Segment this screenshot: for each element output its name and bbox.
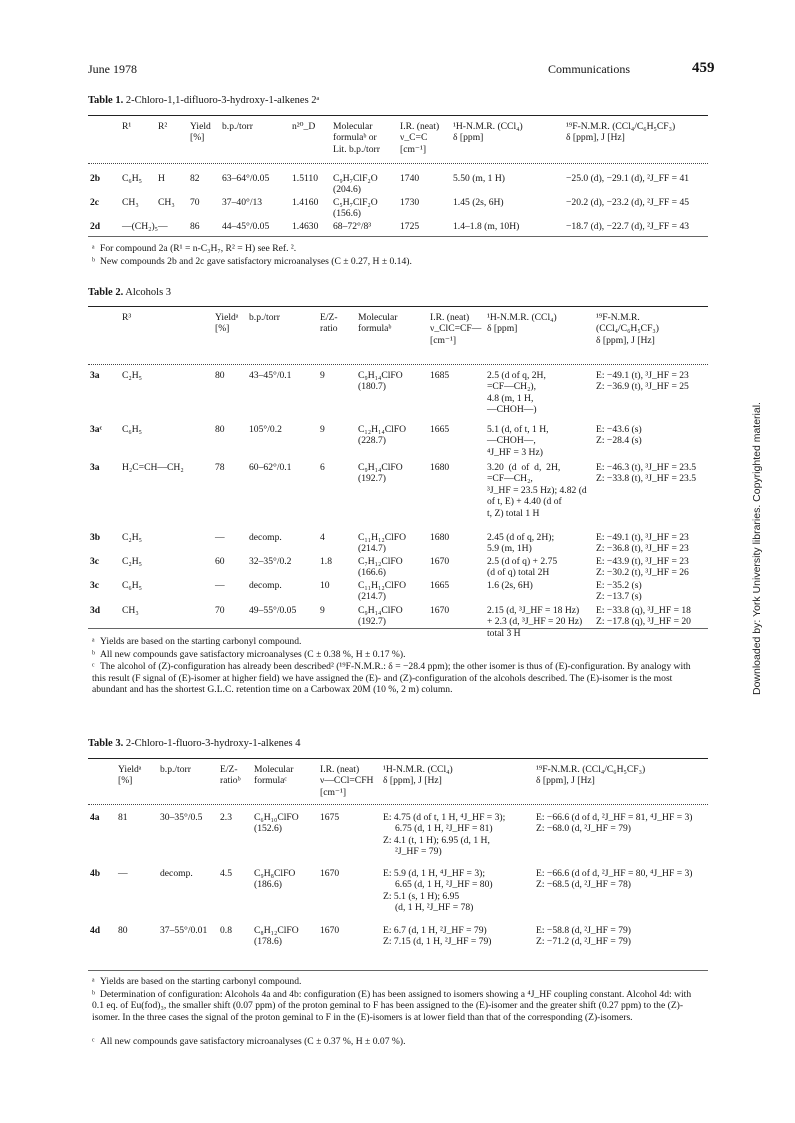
table2-cell-no: 3c <box>90 556 100 567</box>
table1-cell-fnmr: −25.0 (d), −29.1 (d), ²J_FF = 41 <box>566 173 690 184</box>
table1-cell-ir: 1730 <box>400 197 420 208</box>
table1-cell-formula: C₉H₇ClF₂O (204.6) <box>333 173 378 196</box>
table3-header-bp: b.p./torr <box>160 764 191 775</box>
table3-cell-ez: 4.5 <box>220 868 232 879</box>
table3-footnote-mark: ᵇ <box>92 988 95 1000</box>
table2-cell-r3: CH₃ <box>122 605 139 616</box>
table2-footnote <box>92 649 702 661</box>
table3-top-rule <box>88 758 708 759</box>
table2-cell-ez: 1.8 <box>320 556 332 567</box>
table3-footnote <box>92 976 702 988</box>
table1-cell-r2: CH₃ <box>158 197 175 208</box>
table2-cell-hnmr: 5.1 (d, of t, 1 H, —CHOH—, ⁴J_HF = 3 Hz) <box>487 424 549 458</box>
table2-cell-ir: 1670 <box>430 556 450 567</box>
table2-cell-ez: 9 <box>320 424 325 435</box>
table2-cell-ir: 1685 <box>430 370 450 381</box>
table3-cell-formula: C₆H₁₀ClFO (152.6) <box>254 812 299 835</box>
table1-cell-yield: 70 <box>190 197 200 208</box>
table2-cell-bp: 105°/0.2 <box>249 424 282 435</box>
table1-cell-fnmr: −18.7 (d), −22.7 (d), ²J_FF = 43 <box>566 221 690 232</box>
table1-cell-fnmr: −20.2 (d), −23.2 (d), ²J_FF = 45 <box>566 197 690 208</box>
table2-cell-bp: 49–55°/0.05 <box>249 605 297 616</box>
table1-cell-nd: 1.4160 <box>292 197 319 208</box>
table3-cell-hnmr: E: 5.9 (d, 1 H, ⁴J_HF = 3); 6.65 (d, 1 H, ²J_HF = 80) Z: 5.1 (s, 1 H); 6.95 (d, 1 H, ²J_HF = 78) <box>383 868 493 914</box>
table1-header-nd: n²⁰_D <box>292 121 316 132</box>
table3-footnote-text: Yields are based on the starting carbonyl compound. <box>100 976 302 987</box>
table1-header-r1: R¹ <box>122 121 132 132</box>
table2-cell-ez: 9 <box>320 605 325 616</box>
table2-cell-r3: C₂H₅ <box>122 370 143 381</box>
table3-cell-no: 4d <box>90 925 101 936</box>
table1-caption <box>88 95 319 106</box>
table2-header-r3: R³ <box>122 312 132 323</box>
table3-cell-hnmr: E: 6.7 (d, 1 H, ²J_HF = 79) Z: 7.15 (d, 1 H, ²J_HF = 79) <box>383 925 492 948</box>
table2-cell-no: 3a <box>90 370 100 381</box>
table2-cell-fnmr: E: −46.3 (t), ³J_HF = 23.5 Z: −33.8 (t), ³J_HF = 23.5 <box>596 462 697 485</box>
table2-cell-r3: C₂H₅ <box>122 532 143 543</box>
table1-cell-r1: CH₃ <box>122 197 139 208</box>
table3-cell-bp: decomp. <box>160 868 193 879</box>
table3-footnote-text: All new compounds gave satisfactory microanalyses (C ± 0.37 %, H ± 0.07 %). <box>100 1036 406 1047</box>
table2-cell-bp: 32–35°/0.2 <box>249 556 292 567</box>
table1-cell-ir: 1740 <box>400 173 420 184</box>
table1-header-rule <box>88 163 708 164</box>
table2-footnote-text: The alcohol of (Z)-configuration has already been described² (¹⁹F-N.M.R.: δ = −28.4 ppm); the other isomer is thus of (E)-configuration. By analogy with this result (F signal of (E)-isomer at higher field) we have assigned the (E)- and (Z)-configuration of the alcohols described. The (E)-isomer is the most abundant and has the shortest G.L.C. retention time on a Carbowax 20M (10 %, 2 m) column. <box>92 661 691 696</box>
table1-cell-formula: C₅H₇ClF₂O (156.6) <box>333 197 378 220</box>
download-notice <box>751 275 765 695</box>
table1-header-ir: I.R. (neat) ν_C=C [cm⁻¹] <box>400 121 440 155</box>
table1-header-bp: b.p./torr <box>222 121 253 132</box>
table3-cell-yield: 80 <box>118 925 128 936</box>
table2-cell-bp: decomp. <box>249 532 282 543</box>
header-page-number: 459 <box>692 60 715 76</box>
table1-cell-hnmr: 1.45 (2s, 6H) <box>453 197 504 208</box>
table2-top-rule <box>88 306 708 307</box>
table3-caption-text: 2-Chloro-1-fluoro-3-hydroxy-1-alkenes 4 <box>125 738 301 749</box>
table2-cell-fnmr: E: −35.2 (s) Z: −13.7 (s) <box>596 580 642 603</box>
table2-cell-fnmr: E: −49.1 (t), ³J_HF = 23 Z: −36.8 (t), ³J_HF = 23 <box>596 532 689 555</box>
table2-cell-yield: 80 <box>215 370 225 381</box>
table1-bottom-rule <box>88 236 708 237</box>
table1-cell-no: 2b <box>90 173 101 184</box>
table1-footnote-text: For compound 2a (R¹ = n-C₃H₇, R² = H) see Ref. ². <box>100 243 297 254</box>
table1-header-yield: Yield [%] <box>190 121 211 144</box>
table2-cell-r3: C₆H₅ <box>122 580 143 591</box>
table2-cell-r3: H₂C=CH—CH₂ <box>122 462 184 473</box>
table2-cell-yield: 78 <box>215 462 225 473</box>
table3-footnote-mark: ᵃ <box>92 976 95 987</box>
header-section: Communications <box>548 62 630 76</box>
table1-cell-r1: —(CH₂)₅— <box>122 221 168 232</box>
table1-cell-r1: C₆H₅ <box>122 173 143 184</box>
table2-cell-hnmr: 2.5 (d of q) + 2.75 (d of q) total 2H <box>487 556 558 579</box>
table1-cell-nd: 1.4630 <box>292 221 319 232</box>
table3-cell-hnmr: E: 4.75 (d of t, 1 H, ⁴J_HF = 3); 6.75 (d, 1 H, ²J_HF = 81) Z: 4.1 (t, 1 H); 6.95 (d, 1 H, ²J_HF = 79) <box>383 812 506 858</box>
table3-cell-bp: 30–35°/0.5 <box>160 812 203 823</box>
table2-cell-fnmr: E: −43.6 (s) Z: −28.4 (s) <box>596 424 642 447</box>
table2-header-fnmr: ¹⁹F-N.M.R. (CCl₄/C₆H₅CF₃) δ [ppm], J [Hz] <box>596 312 659 346</box>
table1-top-rule <box>88 115 708 116</box>
table3-bottom-rule <box>88 970 708 971</box>
table1-cell-hnmr: 5.50 (m, 1 H) <box>453 173 505 184</box>
table3-header-rule <box>88 804 708 805</box>
table3-cell-bp: 37–55°/0.01 <box>160 925 208 936</box>
table2-cell-ez: 6 <box>320 462 325 473</box>
table2-cell-ez: 9 <box>320 370 325 381</box>
table2-cell-no: 3d <box>90 605 101 616</box>
table2-cell-ez: 10 <box>320 580 330 591</box>
table2-cell-ez: 4 <box>320 532 325 543</box>
table1-cell-ir: 1725 <box>400 221 420 232</box>
table2-cell-yield: — <box>215 580 225 591</box>
table1-cell-nd: 1.5110 <box>292 173 319 184</box>
table2-cell-formula: C₉H₁₄ClFO (192.7) <box>358 462 403 485</box>
table1-cell-no: 2c <box>90 197 100 208</box>
table2-cell-formula: C₁₁H₁₂ClFO (214.7) <box>358 532 407 555</box>
table2-cell-yield: 60 <box>215 556 225 567</box>
table3-cell-ez: 0.8 <box>220 925 232 936</box>
table3-header-yield: Yieldᵃ [%] <box>118 764 142 787</box>
table3-cell-fnmr: E: −66.6 (d of d, ²J_HF = 81, ⁴J_HF = 3) Z: −68.0 (d, ²J_HF = 79) <box>536 812 693 835</box>
table2-cell-hnmr: 1.6 (2s, 6H) <box>487 580 533 591</box>
table3-cell-formula: C₈H₁₂ClFO (178.6) <box>254 925 299 948</box>
table1-footnote <box>92 256 702 268</box>
table3-caption-label: Table 3. <box>88 738 124 749</box>
table2-header-yield: Yieldᵃ [%] <box>215 312 239 335</box>
table2-footnote <box>92 636 702 648</box>
table2-header-bp: b.p./torr <box>249 312 280 323</box>
table3-cell-ir: 1670 <box>320 925 340 936</box>
table2-header-ez: E/Z- ratio <box>320 312 338 335</box>
table2-cell-bp: 43–45°/0.1 <box>249 370 292 381</box>
table3-cell-yield: — <box>118 868 128 879</box>
table2-cell-no: 3aᶜ <box>90 424 103 435</box>
table3-cell-ir: 1675 <box>320 812 340 823</box>
table2-caption-label: Table 2. <box>88 287 124 298</box>
table3-header-hnmr: ¹H-N.M.R. (CCl₄) δ [ppm], J [Hz] <box>383 764 453 787</box>
table3-header-ir: I.R. (neat) ν—CCl=CFH [cm⁻¹] <box>320 764 374 798</box>
table3-header-ez: E/Z- ratioᵇ <box>220 764 241 787</box>
table2-footnote <box>92 661 702 696</box>
table2-cell-formula: C₁₁H₁₂ClFO (214.7) <box>358 580 407 603</box>
table2-cell-ir: 1665 <box>430 580 450 591</box>
table1-footnote-mark: ᵃ <box>92 243 95 254</box>
header-date: June 1978 <box>88 62 137 76</box>
table2-cell-hnmr: 2.45 (d of q, 2H); 5.9 (m, 1H) <box>487 532 555 555</box>
table2-header-formula: Molecular formulaᵇ <box>358 312 398 335</box>
table2-cell-no: 3a <box>90 462 100 473</box>
table2-cell-ir: 1665 <box>430 424 450 435</box>
table2-caption-text: Alcohols 3 <box>125 287 172 298</box>
table2-cell-hnmr: 2.5 (d of q, 2H, =CF—CH₂), 4.8 (m, 1 H, —CHOH—) <box>487 370 546 416</box>
table2-cell-yield: 70 <box>215 605 225 616</box>
table3-header-formula: Molecular formulaᶜ <box>254 764 294 787</box>
table2-cell-no: 3b <box>90 532 101 543</box>
table1-header-hnmr: ¹H-N.M.R. (CCl₄) δ [ppm] <box>453 121 523 144</box>
table2-cell-hnmr: 2.15 (d, ³J_HF = 18 Hz) + 2.3 (d, ³J_HF = 20 Hz) total 3 H <box>487 605 583 639</box>
table3-footnote <box>92 1036 702 1048</box>
table3-cell-no: 4b <box>90 868 101 879</box>
table2-cell-formula: C₉H₁₄ClFO (180.7) <box>358 370 403 393</box>
table2-cell-ir: 1680 <box>430 462 450 473</box>
table2-cell-hnmr: 3.20 (d of d, 2H, =CF—CH₂, ³J_HF = 23.5 Hz); 4.82 (d of t, E) + 4.40 (d of t, Z) total 1 H <box>487 462 587 519</box>
table1-caption-text: 2-Chloro-1,1-difluoro-3-hydroxy-1-alkenes 2ᵃ <box>125 95 320 106</box>
table2-bottom-rule <box>88 628 708 629</box>
table3-cell-fnmr: E: −58.8 (d, ²J_HF = 79) Z: −71.2 (d, ²J_HF = 79) <box>536 925 631 948</box>
table3-cell-yield: 81 <box>118 812 128 823</box>
table3-cell-ez: 2.3 <box>220 812 232 823</box>
table2-cell-formula: C₁₂H₁₄ClFO (228.7) <box>358 424 407 447</box>
table1-footnote-text: New compounds 2b and 2c gave satisfactory microanalyses (C ± 0.27, H ± 0.14). <box>100 255 412 267</box>
table1-cell-bp: 37–40°/13 <box>222 197 263 208</box>
table1-footnote-mark: ᵇ <box>92 255 95 267</box>
table2-cell-formula: C₇H₁₂ClFO (166.6) <box>358 556 403 579</box>
table3-caption <box>88 738 301 749</box>
table2-cell-fnmr: E: −43.9 (t), ³J_HF = 23 Z: −30.2 (t), ³J_HF = 26 <box>596 556 689 579</box>
table3-header-fnmr: ¹⁹F-N.M.R. (CCl₄/C₆H₅CF₃) δ [ppm], J [Hz] <box>536 764 646 787</box>
table1-footnote <box>92 243 702 255</box>
table3-cell-formula: C₉H₈ClFO (186.6) <box>254 868 296 891</box>
table2-cell-no: 3c <box>90 580 100 591</box>
table3-cell-ir: 1670 <box>320 868 340 879</box>
table1-cell-hnmr: 1.4–1.8 (m, 10H) <box>453 221 520 232</box>
table1-cell-yield: 82 <box>190 173 200 184</box>
table2-header-ir: I.R. (neat) ν_ClC=CF— [cm⁻¹] <box>430 312 482 346</box>
table2-cell-fnmr: E: −33.8 (q), ³J_HF = 18 Z: −17.8 (q), ³J_HF = 20 <box>596 605 691 628</box>
table2-cell-fnmr: E: −49.1 (t), ³J_HF = 23 Z: −36.9 (t), ³J_HF = 25 <box>596 370 689 393</box>
table1-cell-bp: 44–45°/0.05 <box>222 221 270 232</box>
table3-footnote-text: Determination of configuration: Alcohols 4a and 4b: configuration (E) has been assigned to isomers showing a ⁴J_HF coupling constant. Alcohol 4d: with 0.1 eq. of Eu(fod)₃, the smaller shift (0.07 ppm) of the proton geminal to F has been assigned to the (E)-isomer and the greater shift (0.27 ppm) to the (Z)-isomer. In the three cases the signal of the proton geminal to F in the (E)-isomers is at lower field than that of the corresponding (Z)-isomers. <box>92 988 692 1023</box>
table1-caption-label: Table 1. <box>88 95 124 106</box>
table2-header-rule <box>88 364 708 365</box>
table2-footnote-mark: ᶜ <box>92 661 95 673</box>
download-notice-text: Downloaded by: York University libraries. Copyrighted material. <box>751 402 763 695</box>
table2-header-hnmr: ¹H-N.M.R. (CCl₄) δ [ppm] <box>487 312 557 335</box>
table1-cell-no: 2d <box>90 221 101 232</box>
table2-cell-yield: — <box>215 532 225 543</box>
table2-cell-ir: 1670 <box>430 605 450 616</box>
table3-footnote-mark: ᶜ <box>92 1036 95 1047</box>
table2-cell-bp: 60–62°/0.1 <box>249 462 292 473</box>
table2-cell-bp: decomp. <box>249 580 282 591</box>
table1-cell-formula: 68–72°/8³ <box>333 221 372 232</box>
table1-cell-yield: 86 <box>190 221 200 232</box>
table2-footnote-text: All new compounds gave satisfactory microanalyses (C ± 0.38 %, H ± 0.17 %). <box>100 648 406 660</box>
table2-cell-ir: 1680 <box>430 532 450 543</box>
table1-header-r2: R² <box>158 121 168 132</box>
table2-caption <box>88 287 171 298</box>
table2-footnote-mark: ᵃ <box>92 636 95 647</box>
table1-cell-bp: 63–64°/0.05 <box>222 173 270 184</box>
table2-footnote-text: Yields are based on the starting carbonyl compound. <box>100 636 302 647</box>
table1-cell-r2: H <box>158 173 165 184</box>
table2-cell-r3: C₂H₅ <box>122 556 143 567</box>
table1-header-fnmr: ¹⁹F-N.M.R. (CCl₄/C₆H₅CF₃) δ [ppm], J [Hz] <box>566 121 676 144</box>
table2-cell-yield: 80 <box>215 424 225 435</box>
table1-header-formula: Molecular formulaᵇ or Lit. b.p./torr <box>333 121 380 155</box>
table2-cell-r3: C₆H₅ <box>122 424 143 435</box>
table2-footnote-mark: ᵇ <box>92 648 95 660</box>
table3-footnote <box>92 989 702 1024</box>
table2-cell-formula: C₉H₁₄ClFO (192.7) <box>358 605 403 628</box>
table3-cell-no: 4a <box>90 812 100 823</box>
table3-cell-fnmr: E: −66.6 (d of d, ²J_HF = 80, ⁴J_HF = 3) Z: −68.5 (d, ²J_HF = 78) <box>536 868 693 891</box>
